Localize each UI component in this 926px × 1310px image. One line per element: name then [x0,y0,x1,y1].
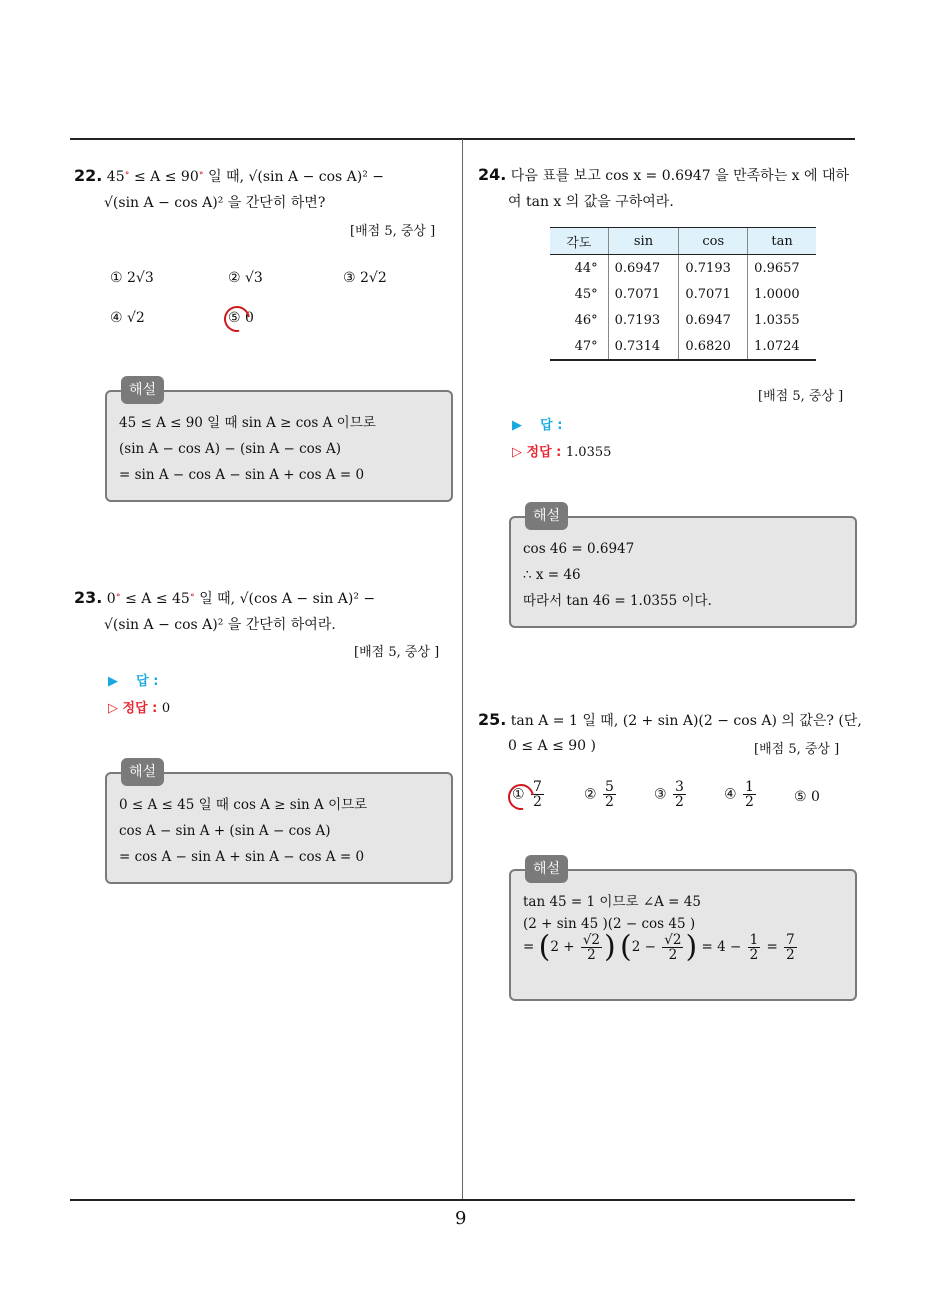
question-text: 일 때, √(cos A − sin A)² − [199,591,376,607]
explanation-box [105,764,453,884]
fraction: $\frac{7}{2}$ [786,932,795,963]
correct-label: 정답 : [526,445,562,460]
explanation-line: = cos A − sin A + sin A − cos A = 0 [119,849,365,865]
table-cell: 1.0000 [748,281,816,307]
choice-value: 0 [811,789,820,805]
explanation-line: ∴ x = 46 [523,567,581,583]
question-number: 22. [74,166,103,185]
degree-icon: ∘ [198,168,204,179]
explanation-tab: 해설 [525,502,568,530]
explanation-line: (sin A − cos A) − (sin A − cos A) [119,441,342,457]
fraction: $\frac{1}{2}$ [749,932,759,963]
selected-answer-mark [219,301,255,337]
score-meta: [배점 5, 중상 ] [350,224,436,239]
choice-2[interactable] [584,780,618,809]
table-row [550,281,816,307]
choice-1[interactable] [512,780,546,809]
question-text: 45 [106,169,125,185]
paren-open: ( [620,929,632,965]
choice-3[interactable] [654,780,688,809]
question-number: 25. [478,710,507,729]
table-cell: 0.7193 [679,255,748,282]
explanation-line [523,929,843,965]
choice-mark: ② [584,786,597,803]
explanation-tab: 해설 [525,855,568,883]
table-cell: 0.6947 [608,255,679,282]
table-header: sin [608,228,679,255]
equals-sign: = [523,939,535,955]
question-text: √(sin A − cos A)² 을 간단히 하면? [104,195,326,211]
answer-label: 답 : [540,418,563,433]
explanation-tab: 해설 [121,376,164,404]
question-number: 23. [74,588,103,607]
table-cell: 0.6820 [679,333,748,360]
page-number: 9 [455,1208,467,1229]
choice-mark: ① [512,786,525,803]
outline-play-icon: ▷ [108,701,118,716]
question-text: 0 ≤ A ≤ 90 ) [508,738,597,754]
math-term: = 4 − [701,939,742,955]
choice-label: ⑤ 0 [228,310,254,326]
correct-value: 1.0355 [565,445,612,460]
explanation-line: = sin A − cos A − sin A + cos A = 0 [119,467,365,483]
question-text: ≤ A ≤ 45 [125,591,190,607]
degree-icon: ∘ [124,168,130,179]
explanation-line: cos 46 = 0.6947 [523,541,635,557]
play-icon: ▶ [108,674,118,689]
question-text: 일 때, √(sin A − cos A)² − [208,169,385,185]
explanation-tab: 해설 [121,758,164,786]
choice-5[interactable] [228,310,254,326]
question-text: 0 [106,591,116,607]
paren-close: ) [604,929,616,965]
table-cell: 1.0355 [748,307,816,333]
correct-value: 0 [161,701,171,716]
correct-label: 정답 : [122,701,158,716]
table-header: tan [748,228,816,255]
choice-mark: ④ [724,786,737,803]
table-cell: 1.0724 [748,333,816,360]
fraction: $\frac{3}{2}$ [675,779,684,810]
score-meta: [배점 5, 중상 ] [754,742,840,757]
fraction: $\frac{√2}{2}$ [582,932,601,963]
explanation-line: 따라서 tan 46 = 1.0355 이다. [523,593,712,609]
explanation-box [105,382,453,502]
fraction: $\frac{1}{2}$ [745,779,754,810]
degree-icon: ∘ [189,590,195,601]
answer-label: 답 : [136,674,159,689]
answer-row [108,670,158,689]
question-22 [74,166,456,212]
question-text: tan A = 1 일 때, (2 + sin A)(2 − cos A) 의 값은? (단, [510,713,862,729]
question-24 [478,165,858,211]
paren-close: ) [685,929,698,965]
explanation-line: (2 + sin 45 )(2 − cos 45 ) [523,916,696,932]
outline-play-icon: ▷ [512,445,522,460]
table-cell: 0.7071 [608,281,679,307]
table-cell: 45° [574,286,598,302]
question-text: 여 tan x 의 값을 구하여라. [508,194,674,210]
choice-3[interactable]: ③ 2√2 [343,270,387,286]
choice-mark: ⑤ [794,789,807,805]
math-term: 2 − [631,939,656,955]
answer-row [512,414,562,433]
table-cell: 0.6947 [679,307,748,333]
table-cell: 0.7071 [679,281,748,307]
table-row [550,333,816,360]
math-term: 2 + [550,939,575,955]
table-cell: 44° [574,260,598,276]
score-meta: [배점 5, 중상 ] [758,389,844,404]
question-number: 24. [478,165,507,184]
table-header: cos [679,228,748,255]
column-divider [462,139,463,1201]
table-row [550,255,816,282]
explanation-line: tan 45 = 1 이므로 ∠A = 45 [523,894,701,910]
equals-sign: = [766,939,778,955]
table-row [550,307,816,333]
score-meta: [배점 5, 중상 ] [354,645,440,660]
table-cell: 0.7314 [608,333,679,360]
table-cell: 46° [574,312,598,328]
trig-table [550,227,816,361]
question-text: 다음 표를 보고 cos x = 0.6947 을 만족하는 x 에 대하 [510,168,850,184]
explanation-line: 45 ≤ A ≤ 90 일 때 sin A ≥ cos A 이므로 [119,415,376,431]
explanation-box [509,508,857,628]
correct-answer-row [108,697,170,716]
explanation-line: cos A − sin A + (sin A − cos A) [119,823,331,839]
play-icon: ▶ [512,418,522,433]
question-23 [74,588,456,634]
choice-4[interactable]: ④ √2 [110,310,145,326]
choice-4[interactable] [724,780,758,809]
choice-1[interactable]: ① 2√3 [110,270,154,286]
table-cell: 0.7193 [608,307,679,333]
degree-icon: ∘ [115,590,121,601]
fraction: $\frac{7}{2}$ [533,779,542,810]
table-cell: 0.9657 [748,255,816,282]
paren-open: ( [538,929,551,965]
choice-5[interactable] [794,789,820,805]
table-header: 각도 [550,228,608,255]
choice-mark: ③ [654,786,667,803]
explanation-box [509,861,857,1001]
question-text: √(sin A − cos A)² 을 간단히 하여라. [104,617,336,633]
explanation-line: 0 ≤ A ≤ 45 일 때 cos A ≥ sin A 이므로 [119,797,368,813]
table-cell: 47° [550,333,608,360]
bottom-rule [70,1199,855,1201]
question-text: ≤ A ≤ 90 [133,169,199,185]
fraction: $\frac{√2}{2}$ [664,932,682,963]
fraction: $\frac{5}{2}$ [605,779,614,810]
correct-answer-row [512,441,611,460]
choice-2[interactable]: ② √3 [228,270,263,286]
